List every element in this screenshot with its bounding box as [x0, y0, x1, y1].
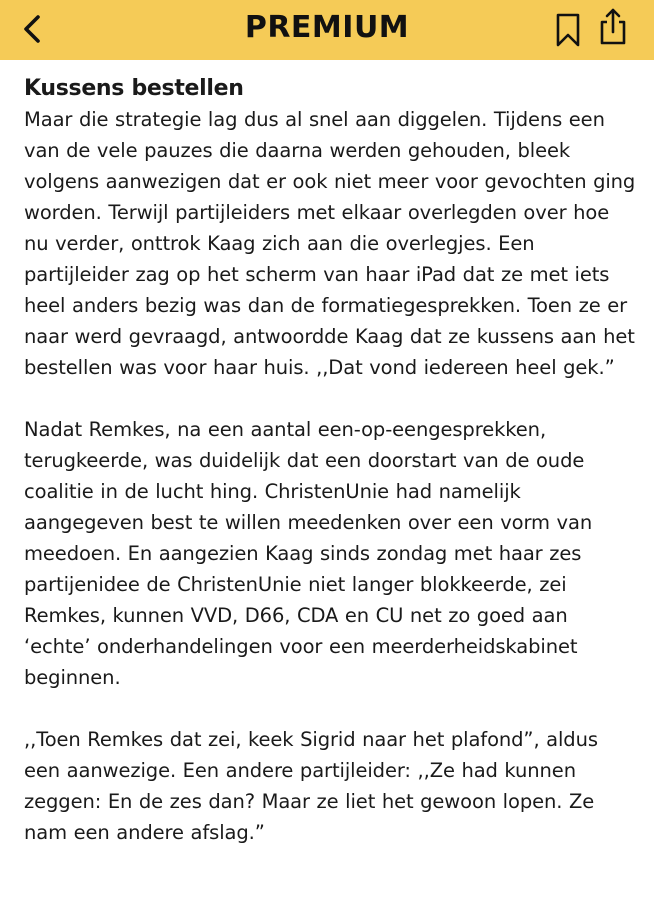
top-bar: [0, 0, 654, 60]
article-body: [24, 74, 636, 879]
share-button[interactable]: [597, 6, 629, 46]
article-paragraph: Nadat Remkes, na een aantal een-op-eengesprekken, terugkeerde, was duidelijk dat een doorstart van de oude coalitie in de lucht hing. ChristenUnie had namelijk aangegeven best te willen meedenken over een vorm van meedoen. En aangezien Kaag sinds zondag met haar zes partijenidee de ChristenUnie niet langer blokkeerde, zei Remkes, kunnen VVD, D66, CDA en CU net zo goed aan ‘echte’ onderhandelingen voor een meerderheidskabinet beginnen.: [24, 418, 593, 689]
bookmark-icon: [554, 12, 582, 48]
article-subheading: Kussens bestellen: [24, 76, 244, 101]
bookmark-button[interactable]: [554, 12, 582, 48]
article-paragraph: ,,Toen Remkes dat zei, keek Sigrid naar het plafond”, aldus een aanwezige. Een andere partijleider: ,,Ze had kunnen zeggen: En de zes dan? Maar ze liet het gewoon lopen. Ze nam een andere afslag.”: [24, 728, 598, 844]
share-icon: [597, 6, 629, 46]
article-paragraph: Maar die strategie lag dus al snel aan diggelen. Tijdens een van de vele pauzes die daarna werden gehouden, bleek volgens aanwezigen dat er ook niet meer voor gevochten ging worden. Terwijl partijleiders met elkaar overlegden over hoe nu verder, onttrok Kaag zich aan die overlegjes. Een partijleider zag op het scherm van haar iPad dat ze met iets heel anders bezig was dan de formatiegesprekken. Toen ze er naar werd gevraagd, antwoordde Kaag dat ze kussens aan het bestellen was voor haar huis. ,,Dat vond iedereen heel gek.”: [24, 108, 636, 379]
page-title: PREMIUM: [244, 10, 410, 45]
